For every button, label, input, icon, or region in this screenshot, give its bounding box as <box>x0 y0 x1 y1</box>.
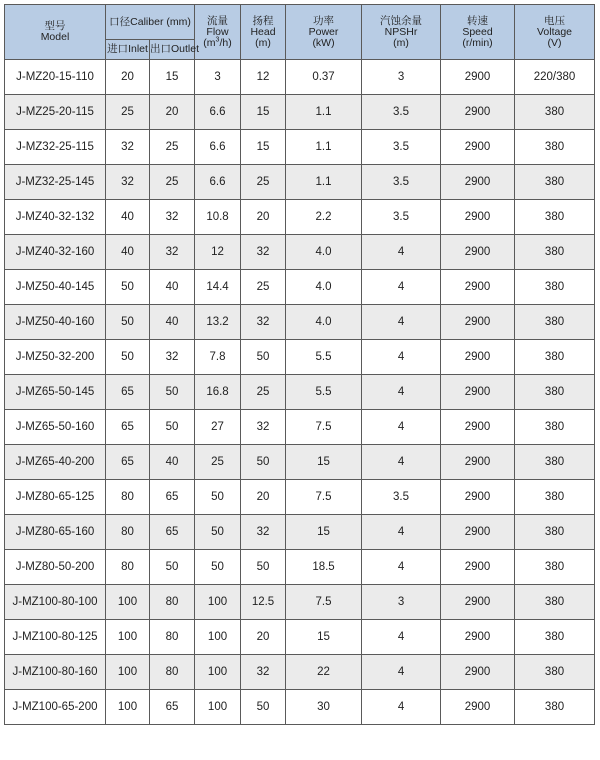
cell-voltage: 380 <box>515 550 595 585</box>
cell-voltage: 380 <box>515 480 595 515</box>
cell-voltage: 380 <box>515 270 595 305</box>
table-row <box>5 235 595 270</box>
cell-outlet: 50 <box>150 375 195 410</box>
cell-flow: 25 <box>195 445 241 480</box>
cell-flow: 6.6 <box>195 130 241 165</box>
table-row <box>5 60 595 95</box>
cell-speed: 2900 <box>441 550 515 585</box>
header-power-unit: (kW) <box>312 36 335 49</box>
cell-speed: 2900 <box>441 655 515 690</box>
cell-model: J-MZ65-50-145 <box>5 375 106 410</box>
header-model <box>5 5 106 60</box>
header-power-en: Power <box>308 25 339 38</box>
cell-flow: 100 <box>195 690 241 725</box>
cell-outlet: 65 <box>150 480 195 515</box>
cell-npshr: 4 <box>362 235 441 270</box>
cell-power: 4.0 <box>286 235 362 270</box>
cell-npshr: 4 <box>362 305 441 340</box>
cell-inlet: 65 <box>106 375 150 410</box>
cell-voltage: 380 <box>515 95 595 130</box>
flow-unit-post: /h) <box>219 36 232 49</box>
cell-head: 32 <box>241 235 286 270</box>
table-row <box>5 270 595 305</box>
cell-npshr: 4 <box>362 515 441 550</box>
cell-speed: 2900 <box>441 130 515 165</box>
cell-flow: 6.6 <box>195 95 241 130</box>
table-row <box>5 375 595 410</box>
cell-head: 32 <box>241 655 286 690</box>
cell-head: 50 <box>241 340 286 375</box>
cell-head: 32 <box>241 305 286 340</box>
cell-model: J-MZ100-65-200 <box>5 690 106 725</box>
cell-flow: 7.8 <box>195 340 241 375</box>
header-inlet-en: Inlet <box>128 43 148 55</box>
header-head-en: Head <box>250 25 276 38</box>
table-header <box>5 5 595 60</box>
header-inlet-cn: 进口 <box>107 43 129 55</box>
cell-power: 0.37 <box>286 60 362 95</box>
cell-npshr: 3 <box>362 585 441 620</box>
cell-inlet: 50 <box>106 340 150 375</box>
cell-inlet: 40 <box>106 235 150 270</box>
cell-voltage: 380 <box>515 305 595 340</box>
cell-head: 20 <box>241 200 286 235</box>
cell-flow: 50 <box>195 480 241 515</box>
cell-flow: 6.6 <box>195 165 241 200</box>
cell-model: J-MZ32-25-145 <box>5 165 106 200</box>
header-caliber <box>106 5 195 40</box>
cell-voltage: 380 <box>515 340 595 375</box>
cell-head: 15 <box>241 130 286 165</box>
cell-flow: 16.8 <box>195 375 241 410</box>
cell-outlet: 80 <box>150 620 195 655</box>
cell-speed: 2900 <box>441 445 515 480</box>
cell-voltage: 380 <box>515 375 595 410</box>
cell-voltage: 380 <box>515 445 595 480</box>
cell-npshr: 4 <box>362 375 441 410</box>
cell-power: 15 <box>286 515 362 550</box>
cell-power: 15 <box>286 620 362 655</box>
header-speed-cn: 转速 <box>467 14 489 27</box>
cell-npshr: 3.5 <box>362 200 441 235</box>
cell-flow: 3 <box>195 60 241 95</box>
cell-flow: 12 <box>195 235 241 270</box>
cell-voltage: 380 <box>515 235 595 270</box>
cell-power: 5.5 <box>286 375 362 410</box>
cell-speed: 2900 <box>441 165 515 200</box>
cell-inlet: 100 <box>106 690 150 725</box>
cell-flow: 100 <box>195 655 241 690</box>
header-head-cn: 扬程 <box>252 14 274 27</box>
cell-flow: 100 <box>195 585 241 620</box>
cell-flow: 27 <box>195 410 241 445</box>
cell-model: J-MZ40-32-132 <box>5 200 106 235</box>
cell-flow: 10.8 <box>195 200 241 235</box>
cell-npshr: 4 <box>362 690 441 725</box>
cell-speed: 2900 <box>441 95 515 130</box>
cell-head: 20 <box>241 480 286 515</box>
cell-flow: 50 <box>195 515 241 550</box>
cell-voltage: 380 <box>515 200 595 235</box>
cell-model: J-MZ50-32-200 <box>5 340 106 375</box>
cell-voltage: 380 <box>515 655 595 690</box>
cell-npshr: 4 <box>362 655 441 690</box>
cell-head: 20 <box>241 620 286 655</box>
cell-speed: 2900 <box>441 585 515 620</box>
cell-inlet: 65 <box>106 410 150 445</box>
cell-speed: 2900 <box>441 480 515 515</box>
cell-outlet: 40 <box>150 270 195 305</box>
header-voltage-unit: (V) <box>547 36 562 49</box>
table-row <box>5 305 595 340</box>
cell-inlet: 80 <box>106 480 150 515</box>
header-outlet-cn: 出口 <box>150 43 171 55</box>
cell-head: 12 <box>241 60 286 95</box>
cell-power: 22 <box>286 655 362 690</box>
cell-head: 25 <box>241 375 286 410</box>
cell-power: 1.1 <box>286 165 362 200</box>
header-power <box>286 5 362 60</box>
cell-outlet: 15 <box>150 60 195 95</box>
cell-model: J-MZ80-65-125 <box>5 480 106 515</box>
cell-outlet: 32 <box>150 235 195 270</box>
header-npshr-cn: 汽蚀余量 <box>380 14 423 27</box>
cell-voltage: 220/380 <box>515 60 595 95</box>
cell-outlet: 50 <box>150 550 195 585</box>
cell-head: 25 <box>241 270 286 305</box>
cell-outlet: 20 <box>150 95 195 130</box>
header-model-en: Model <box>40 31 70 43</box>
table-row <box>5 480 595 515</box>
header-voltage <box>515 5 595 60</box>
cell-head: 50 <box>241 690 286 725</box>
cell-flow: 13.2 <box>195 305 241 340</box>
cell-npshr: 4 <box>362 445 441 480</box>
cell-outlet: 65 <box>150 515 195 550</box>
cell-outlet: 25 <box>150 165 195 200</box>
header-head <box>241 5 286 60</box>
cell-inlet: 32 <box>106 165 150 200</box>
table-row <box>5 130 595 165</box>
header-outlet-en: Outlet <box>171 43 200 55</box>
table-row <box>5 620 595 655</box>
cell-model: J-MZ65-50-160 <box>5 410 106 445</box>
cell-power: 15 <box>286 445 362 480</box>
cell-voltage: 380 <box>515 410 595 445</box>
cell-inlet: 80 <box>106 515 150 550</box>
cell-speed: 2900 <box>441 515 515 550</box>
cell-outlet: 65 <box>150 690 195 725</box>
cell-model: J-MZ20-15-110 <box>5 60 106 95</box>
cell-speed: 2900 <box>441 270 515 305</box>
table-body <box>5 60 595 725</box>
cell-voltage: 380 <box>515 515 595 550</box>
header-npshr-en: NPSHr <box>384 25 418 38</box>
cell-npshr: 3 <box>362 60 441 95</box>
table-row <box>5 655 595 690</box>
header-speed-unit: (r/min) <box>462 36 493 49</box>
table-row <box>5 445 595 480</box>
cell-npshr: 3.5 <box>362 95 441 130</box>
cell-head: 50 <box>241 550 286 585</box>
table-row <box>5 410 595 445</box>
cell-head: 32 <box>241 410 286 445</box>
header-model-cn: 型号 <box>44 20 66 32</box>
header-outlet <box>150 40 200 60</box>
cell-speed: 2900 <box>441 410 515 445</box>
cell-npshr: 3.5 <box>362 480 441 515</box>
cell-speed: 2900 <box>441 690 515 725</box>
cell-voltage: 380 <box>515 585 595 620</box>
cell-head: 32 <box>241 515 286 550</box>
flow-unit-pre: (m <box>203 36 216 49</box>
cell-power: 4.0 <box>286 270 362 305</box>
header-voltage-en: Voltage <box>536 25 573 38</box>
cell-speed: 2900 <box>441 60 515 95</box>
cell-flow: 100 <box>195 620 241 655</box>
header-power-cn: 功率 <box>313 14 335 27</box>
cell-outlet: 80 <box>150 585 195 620</box>
cell-outlet: 80 <box>150 655 195 690</box>
cell-npshr: 4 <box>362 270 441 305</box>
cell-model: J-MZ100-80-100 <box>5 585 106 620</box>
cell-head: 50 <box>241 445 286 480</box>
cell-inlet: 32 <box>106 130 150 165</box>
cell-power: 7.5 <box>286 585 362 620</box>
header-speed-en: Speed <box>462 25 493 38</box>
cell-model: J-MZ50-40-145 <box>5 270 106 305</box>
table-row <box>5 200 595 235</box>
cell-power: 1.1 <box>286 95 362 130</box>
header-caliber-cn: 口径 <box>109 15 131 28</box>
cell-inlet: 20 <box>106 60 150 95</box>
cell-power: 7.5 <box>286 480 362 515</box>
cell-model: J-MZ40-32-160 <box>5 235 106 270</box>
table-row <box>5 165 595 200</box>
cell-model: J-MZ32-25-115 <box>5 130 106 165</box>
header-inlet <box>106 40 150 60</box>
table-row <box>5 690 595 725</box>
cell-flow: 14.4 <box>195 270 241 305</box>
cell-inlet: 100 <box>106 655 150 690</box>
table-row <box>5 340 595 375</box>
cell-speed: 2900 <box>441 340 515 375</box>
cell-voltage: 380 <box>515 690 595 725</box>
table-row <box>5 585 595 620</box>
cell-power: 18.5 <box>286 550 362 585</box>
cell-model: J-MZ80-50-200 <box>5 550 106 585</box>
cell-model: J-MZ80-65-160 <box>5 515 106 550</box>
cell-speed: 2900 <box>441 375 515 410</box>
cell-speed: 2900 <box>441 200 515 235</box>
cell-inlet: 50 <box>106 305 150 340</box>
cell-inlet: 25 <box>106 95 150 130</box>
cell-power: 1.1 <box>286 130 362 165</box>
cell-model: J-MZ100-80-125 <box>5 620 106 655</box>
table-row <box>5 95 595 130</box>
cell-power: 4.0 <box>286 305 362 340</box>
header-flow-en: Flow <box>206 25 229 38</box>
table-row <box>5 550 595 585</box>
cell-npshr: 3.5 <box>362 165 441 200</box>
header-voltage-cn: 电压 <box>544 14 566 27</box>
cell-voltage: 380 <box>515 130 595 165</box>
cell-head: 15 <box>241 95 286 130</box>
cell-npshr: 4 <box>362 340 441 375</box>
cell-inlet: 50 <box>106 270 150 305</box>
cell-power: 7.5 <box>286 410 362 445</box>
cell-power: 2.2 <box>286 200 362 235</box>
flow-unit-sup: 3 <box>215 36 220 43</box>
cell-inlet: 65 <box>106 445 150 480</box>
cell-model: J-MZ65-40-200 <box>5 445 106 480</box>
cell-power: 5.5 <box>286 340 362 375</box>
header-head-unit: (m) <box>255 36 271 49</box>
cell-npshr: 4 <box>362 410 441 445</box>
cell-outlet: 40 <box>150 305 195 340</box>
table-row <box>5 515 595 550</box>
header-flow-cn: 流量 <box>207 14 229 27</box>
header-flow-unit <box>195 38 240 49</box>
cell-inlet: 40 <box>106 200 150 235</box>
cell-speed: 2900 <box>441 235 515 270</box>
cell-voltage: 380 <box>515 165 595 200</box>
cell-outlet: 32 <box>150 200 195 235</box>
header-caliber-en: Caliber (mm) <box>130 15 191 28</box>
header-npshr <box>362 5 441 60</box>
cell-inlet: 100 <box>106 585 150 620</box>
cell-head: 12.5 <box>241 585 286 620</box>
cell-speed: 2900 <box>441 305 515 340</box>
cell-inlet: 80 <box>106 550 150 585</box>
cell-inlet: 100 <box>106 620 150 655</box>
cell-npshr: 4 <box>362 620 441 655</box>
cell-voltage: 380 <box>515 620 595 655</box>
header-npshr-unit: (m) <box>393 36 409 49</box>
cell-outlet: 32 <box>150 340 195 375</box>
cell-model: J-MZ50-40-160 <box>5 305 106 340</box>
cell-npshr: 4 <box>362 550 441 585</box>
cell-power: 30 <box>286 690 362 725</box>
cell-head: 25 <box>241 165 286 200</box>
cell-speed: 2900 <box>441 620 515 655</box>
cell-outlet: 40 <box>150 445 195 480</box>
cell-model: J-MZ100-80-160 <box>5 655 106 690</box>
cell-outlet: 50 <box>150 410 195 445</box>
header-flow <box>195 5 241 60</box>
cell-outlet: 25 <box>150 130 195 165</box>
cell-npshr: 3.5 <box>362 130 441 165</box>
cell-model: J-MZ25-20-115 <box>5 95 106 130</box>
pump-spec-table <box>4 4 595 725</box>
cell-flow: 50 <box>195 550 241 585</box>
header-speed <box>441 5 515 60</box>
